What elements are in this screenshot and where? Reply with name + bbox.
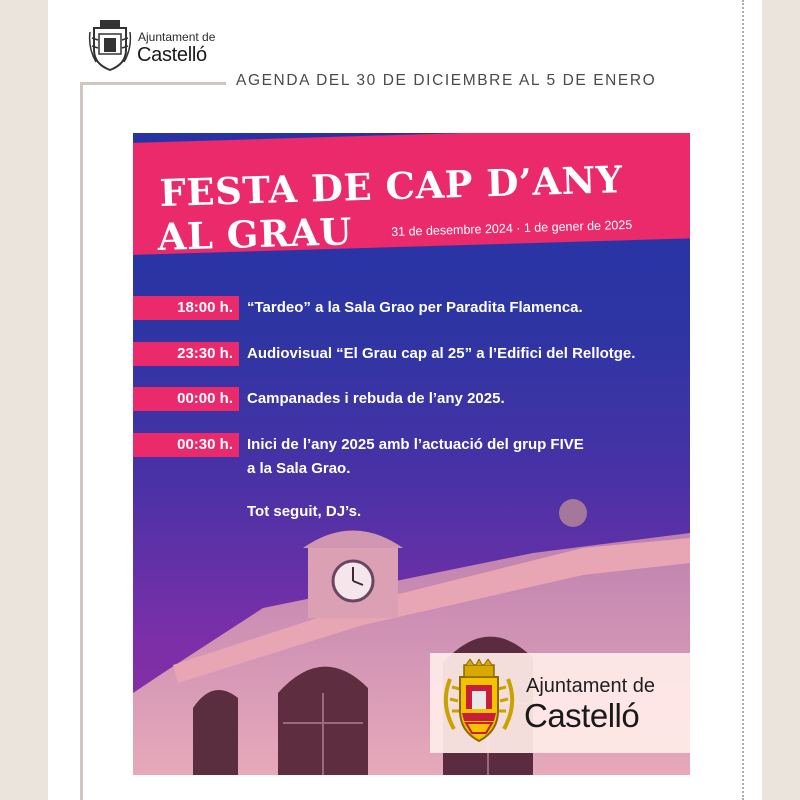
schedule-text: Inici de l’any 2025 amb l’actuació del grup FIVE xyxy=(247,436,584,453)
agenda-heading: AGENDA DEL 30 DE DICIEMBRE AL 5 DE ENERO xyxy=(236,72,657,89)
poster-logo-line1: Ajuntament de xyxy=(526,675,655,697)
schedule-item xyxy=(133,296,690,320)
schedule-time: 00:00 h. xyxy=(133,387,239,411)
frame-line-left xyxy=(80,82,83,800)
schedule-text: Audiovisual “El Grau cap al 25” a l’Edifici del Rellotge. xyxy=(247,345,636,362)
header-logo xyxy=(88,18,238,74)
frame-line-top xyxy=(80,82,226,85)
schedule-text: “Tardeo” a la Sala Grao per Paradita Flamenca. xyxy=(247,299,583,316)
poster-title-line1: FESTA DE CAP D’ANY xyxy=(159,157,624,215)
schedule-text: Campanades i rebuda de l’any 2025. xyxy=(247,390,505,407)
schedule-item xyxy=(133,387,690,411)
dotted-divider xyxy=(742,0,744,800)
header-logo-line2: Castelló xyxy=(137,44,207,66)
closing-note: Tot seguit, DJ’s. xyxy=(247,503,362,520)
schedule-text-continued: a la Sala Grao. xyxy=(247,460,351,477)
header-logo-line1: Ajuntament de xyxy=(138,30,216,44)
poster-date-range: 31 de desembre 2024 · 1 de gener de 2025 xyxy=(391,217,633,239)
event-poster xyxy=(133,133,690,775)
castello-coat-of-arms-icon xyxy=(88,18,132,72)
schedule-time: 00:30 h. xyxy=(133,433,239,457)
schedule-time: 18:00 h. xyxy=(133,296,239,320)
castello-coat-of-arms-icon xyxy=(440,659,518,749)
poster-logo-line2: Castelló xyxy=(524,697,640,734)
poster-title-line2: AL GRAU xyxy=(157,209,353,259)
schedule-time: 23:30 h. xyxy=(133,342,239,366)
schedule-item xyxy=(133,433,690,477)
schedule-item xyxy=(133,342,690,366)
poster-logo-box xyxy=(430,653,690,753)
